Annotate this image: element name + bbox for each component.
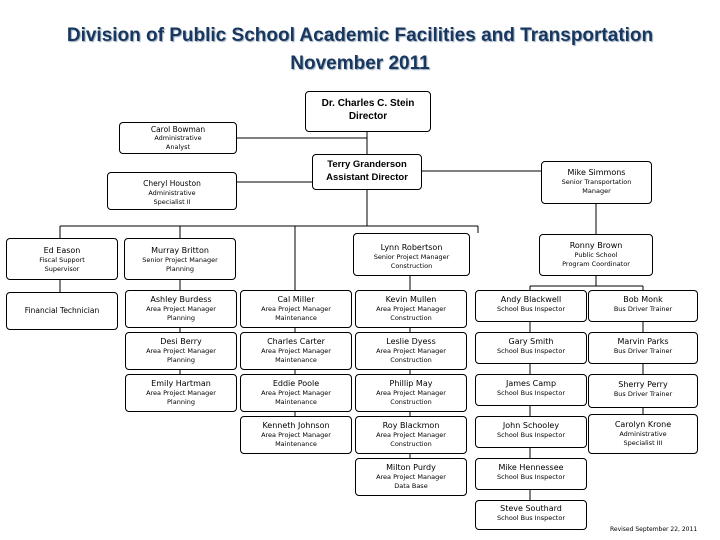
ed-title-2: Supervisor — [44, 265, 80, 273]
marvin-name: Marvin Parks — [617, 337, 669, 346]
chart-title: Division of Public School Academic Facilities and Transportation — [66, 25, 654, 46]
kenneth-name: Kenneth Johnson — [262, 421, 330, 430]
lynn-title-1: Senior Project Manager — [373, 253, 450, 261]
ronny-title-2: Program Coordinator — [562, 260, 630, 268]
ed-box — [6, 238, 118, 280]
john-name: John Schooley — [502, 421, 560, 430]
milton-title-1: Area Project Manager — [376, 473, 446, 481]
leslie-title-2: Construction — [390, 356, 432, 364]
steve-box — [475, 500, 587, 530]
kevin-box — [355, 290, 467, 328]
carol-name: Carol Bowman — [150, 125, 206, 134]
roy-box — [355, 416, 467, 454]
fin-name: Financial Technician — [24, 306, 100, 315]
cal-title-2: Maintenance — [275, 314, 317, 322]
milton-name: Milton Purdy — [386, 463, 436, 472]
kevin-title-2: Construction — [390, 314, 432, 322]
emily-title-2: Planning — [167, 398, 195, 406]
ed-title-1: Fiscal Support — [39, 256, 85, 264]
terry-title: Assistant Director — [326, 172, 408, 183]
mike-title-1: Senior Transportation — [561, 178, 632, 186]
steve-name: Steve Southard — [500, 504, 562, 513]
james-name: James Camp — [505, 379, 557, 388]
marvin-box — [588, 332, 698, 364]
phillip-box — [355, 374, 467, 412]
ashley-title-1: Area Project Manager — [146, 305, 216, 313]
cheryl-name: Cheryl Houston — [143, 179, 201, 188]
lynn-box — [353, 233, 470, 276]
roy-name: Roy Blackmon — [382, 421, 440, 430]
eddie-name: Eddie Poole — [272, 379, 320, 388]
sherry-box — [588, 374, 698, 408]
director-title: Director — [348, 111, 388, 122]
andy-box — [475, 290, 587, 322]
marvin-title: Bus Driver Trainer — [613, 347, 673, 355]
ashley-name: Ashley Burdess — [150, 295, 212, 304]
carolyn-title-2: Specialist III — [623, 439, 663, 447]
phillip-title-1: Area Project Manager — [376, 389, 446, 397]
director-name: Dr. Charles C. Stein — [321, 98, 415, 109]
murray-name: Murray Britton — [151, 246, 209, 255]
murray-title-2: Planning — [166, 265, 194, 273]
andy-name: Andy Blackwell — [500, 295, 562, 304]
emily-box — [125, 374, 237, 412]
terry-name: Terry Granderson — [327, 159, 407, 170]
kenneth-box — [240, 416, 352, 454]
fin-box — [6, 292, 118, 330]
james-title: School Bus Inspector — [497, 389, 565, 397]
director-box — [305, 91, 431, 132]
carol-title-2: Analyst — [165, 142, 191, 151]
lynn-name: Lynn Robertson — [380, 243, 443, 252]
charles-title-1: Area Project Manager — [261, 347, 331, 355]
mikeh-title: School Bus Inspector — [497, 473, 565, 481]
mikeh-box — [475, 458, 587, 490]
leslie-name: Leslie Dyess — [386, 337, 436, 346]
ashley-title-2: Planning — [167, 314, 195, 322]
lynn-title-2: Construction — [390, 262, 433, 270]
roy-title-1: Area Project Manager — [376, 431, 446, 439]
andy-title: School Bus Inspector — [497, 305, 565, 313]
emily-name: Emily Hartman — [151, 379, 211, 388]
charles-box — [240, 332, 352, 370]
ronny-box — [539, 234, 653, 276]
gary-box — [475, 332, 587, 364]
ronny-name: Ronny Brown — [569, 241, 623, 250]
steve-title: School Bus Inspector — [497, 514, 565, 522]
cheryl-box — [107, 172, 237, 210]
murray-title-1: Senior Project Manager — [142, 256, 218, 264]
desi-title-1: Area Project Manager — [146, 347, 216, 355]
sherry-name: Sherry Perry — [618, 380, 668, 389]
leslie-box — [355, 332, 467, 370]
ronny-title-1: Public School — [574, 251, 618, 259]
cal-name: Cal Miller — [277, 295, 315, 304]
bob-title: Bus Driver Trainer — [613, 305, 673, 313]
chart-date: November 2011 — [290, 53, 430, 74]
desi-name: Desi Berry — [160, 337, 202, 346]
mike-title-2: Manager — [582, 187, 611, 195]
cal-title-1: Area Project Manager — [261, 305, 331, 313]
gary-title: School Bus Inspector — [497, 347, 565, 355]
mike-box — [541, 161, 652, 204]
phillip-title-2: Construction — [390, 398, 432, 406]
eddie-title-1: Area Project Manager — [261, 389, 331, 397]
phillip-name: Phillip May — [389, 379, 433, 388]
murray-box — [124, 238, 236, 280]
leslie-title-1: Area Project Manager — [376, 347, 446, 355]
charles-name: Charles Carter — [267, 337, 325, 346]
ashley-box — [125, 290, 237, 328]
carolyn-title-1: Administrative — [619, 430, 667, 438]
james-box — [475, 374, 587, 406]
milton-title-2: Data Base — [394, 482, 428, 490]
charles-title-2: Maintenance — [275, 356, 317, 364]
roy-title-2: Construction — [390, 440, 432, 448]
eddie-title-2: Maintenance — [275, 398, 317, 406]
mike-name: Mike Simmons — [567, 168, 626, 177]
cheryl-title-2: Specialist II — [153, 198, 191, 206]
john-title: School Bus Inspector — [497, 431, 565, 439]
gary-name: Gary Smith — [508, 337, 554, 346]
kevin-name: Kevin Mullen — [385, 295, 437, 304]
ed-name: Ed Eason — [43, 246, 81, 255]
emily-title-1: Area Project Manager — [146, 389, 216, 397]
kenneth-title-1: Area Project Manager — [261, 431, 331, 439]
carolyn-name: Carolyn Krone — [614, 420, 672, 429]
cheryl-title-1: Administrative — [148, 189, 196, 197]
sherry-title: Bus Driver Trainer — [613, 390, 673, 398]
cal-box — [240, 290, 352, 328]
john-box — [475, 416, 587, 448]
eddie-box — [240, 374, 352, 412]
terry-box — [312, 154, 422, 190]
revised-date: Revised September 22, 2011 — [610, 526, 698, 533]
bob-name: Bob Monk — [623, 295, 663, 304]
desi-title-2: Planning — [167, 356, 195, 364]
mikeh-name: Mike Hennessee — [498, 463, 564, 472]
carol-title-1: Administrative — [154, 134, 202, 142]
kenneth-title-2: Maintenance — [275, 440, 317, 448]
bob-box — [588, 290, 698, 322]
kevin-title-1: Area Project Manager — [376, 305, 446, 313]
desi-box — [125, 332, 237, 370]
carol-box — [119, 122, 237, 154]
milton-box — [355, 458, 467, 496]
carolyn-box — [588, 414, 698, 454]
